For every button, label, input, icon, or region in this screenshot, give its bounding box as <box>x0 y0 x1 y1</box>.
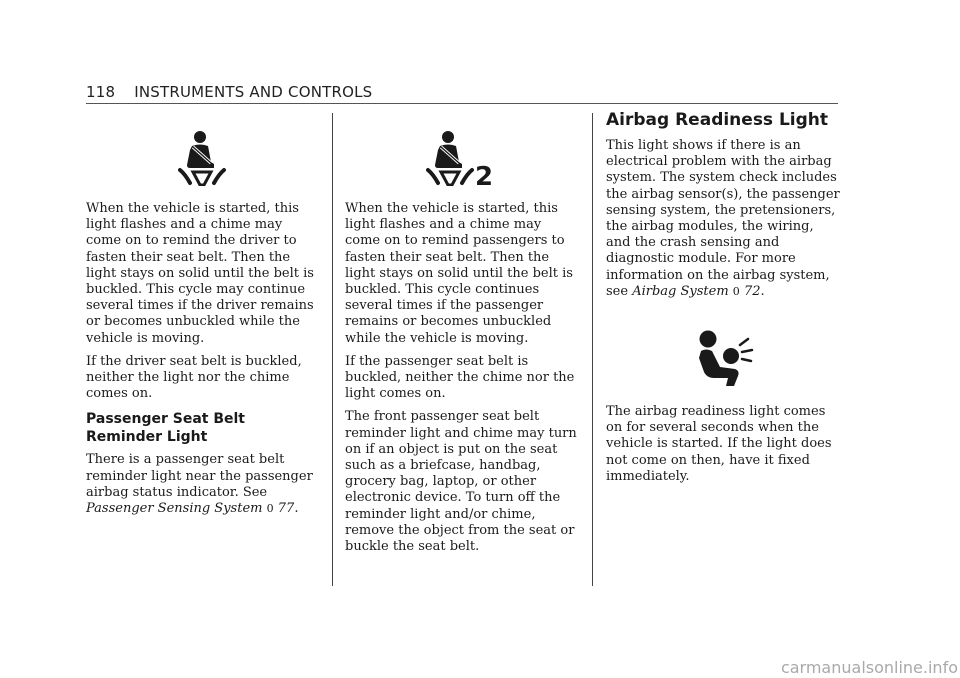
column-divider-1 <box>332 113 333 586</box>
column-2 <box>345 113 577 562</box>
page-reference[interactable]: 77 <box>277 501 295 517</box>
header-rule <box>86 103 838 104</box>
page-reference[interactable]: 72 <box>743 283 761 299</box>
cross-reference-link[interactable]: Passenger Sensing System <box>86 501 263 517</box>
paragraph: The front passenger seat belt reminder light and chime may turn on if an object is put on the seat such as a briefcase, handbag, grocery bag, laptop, or other electronic device. To turn off the reminder light and/or chime, remove the object from the seat or buckle the seat belt. <box>345 409 577 555</box>
column-divider-2 <box>592 113 593 586</box>
page-header <box>86 83 372 101</box>
paragraph: When the vehicle is started, this light flashes and a chime may come on to remind the driver to fasten their seat belt. Then the light stays on solid until the belt is buckled. This cycle may continue several times if the driver remains or becomes unbuckled while the vehicle is moving. <box>86 201 314 346</box>
icon-label: 2 <box>475 162 494 186</box>
paragraph: If the passenger seat belt is buckled, neither the chime nor the light comes on. <box>345 353 575 402</box>
section-heading: Passenger Seat Belt Reminder Light <box>86 411 246 446</box>
section-title: INSTRUMENTS AND CONTROLS <box>134 83 373 101</box>
column-3 <box>606 110 840 492</box>
column-1 <box>86 113 318 524</box>
paragraph: The airbag readiness light comes on for several seconds when the vehicle is started. If the light does not come on then, have it fixed immediately. <box>606 404 832 484</box>
seatbelt-reminder-icon <box>86 113 318 201</box>
paragraph: There is a passenger seat belt reminder light near the passenger airbag status indicator. See Passenger Sensing System 0 77. <box>86 452 313 517</box>
section-heading: Airbag Readiness Light <box>606 110 829 130</box>
cross-reference-link[interactable]: Airbag System <box>632 283 729 299</box>
page-arrow-icon: 0 <box>266 502 274 516</box>
watermark: carmanualsonline.info <box>780 658 958 677</box>
paragraph: When the vehicle is started, this light flashes and a chime may come on to remind passengers to fasten their seat belt. Then the light stays on solid until the belt is buckled. This cycle continues several times if the passenger remains or becomes unbuckled while the vehicle is moving. <box>345 201 573 346</box>
airbag-readiness-icon <box>606 307 840 404</box>
paragraph: This light shows if there is an electrical problem with the airbag system. The system check includes the airbag sensor(s), the passenger sensing system, the pretensioners, the airbag modules, the wiring, and the crash sensing and diagnostic module. For more information on the airbag system, see Airbag System 0 72. <box>606 138 840 299</box>
paragraph: If the driver seat belt is buckled, neither the light nor the chime comes on. <box>86 353 302 402</box>
page-arrow-icon: 0 <box>732 284 740 298</box>
page-number: 118 <box>86 83 116 101</box>
passenger-seatbelt-reminder-icon <box>345 113 577 201</box>
